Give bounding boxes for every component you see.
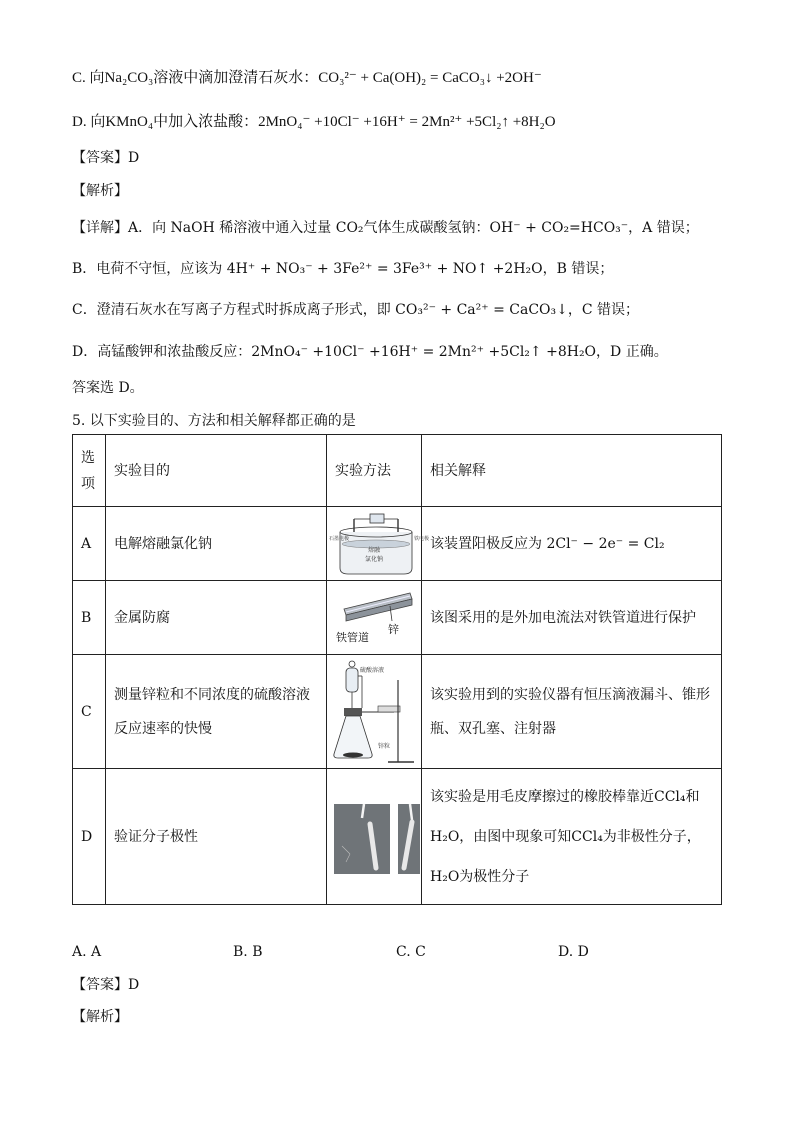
row-aim-line1: 测量锌粒和不同浓度的硫酸溶液 <box>114 686 310 703</box>
label-pipe: 铁管道 <box>336 630 369 644</box>
header-option <box>73 435 106 507</box>
table-header-row <box>73 435 722 507</box>
answer-choices <box>72 944 722 964</box>
footer-answer: 【答案】D <box>72 977 140 993</box>
label-acid: 硫酸溶液 <box>360 666 385 674</box>
header-explain: 相关解释 <box>422 435 722 507</box>
row-explain: 该图采用的是外加电流法对铁管道进行保护 <box>422 581 722 655</box>
table-row <box>73 655 722 769</box>
row-explain: 该装置阳极反应为 2Cl⁻ − 2e⁻ = Cl₂ <box>422 507 722 581</box>
experiment-table <box>72 434 722 905</box>
row-explain-line1: 该实验用到的实验仪器有恒压滴液漏斗、锥形 <box>430 686 710 703</box>
table-row <box>73 769 722 905</box>
question-5: 5. 以下实验目的、方法和相关解释都正确的是 <box>72 413 356 429</box>
option-c-line: C. 向Na₂CO₃溶液中滴加澄清石灰水：CO₃²⁻ + Ca(OH)₂ = CaCO₃↓ +2OH⁻ <box>72 70 542 86</box>
rate-apparatus-diagram <box>327 655 422 769</box>
row-explain-line3: H₂O为极性分子 <box>430 868 530 885</box>
choice-b[interactable]: B. B <box>233 944 263 960</box>
answer-label: 【答案】D <box>72 150 140 166</box>
row-aim <box>106 655 327 769</box>
label-nacl: 氯化钠 <box>365 555 384 563</box>
label-zinc-granule: 锌粒 <box>378 742 391 750</box>
row-explain-line1: 该实验是用毛皮摩擦过的橡胶棒靠近CCl₄和 <box>430 788 700 805</box>
label-graphite: 石墨电极 <box>329 535 350 542</box>
option-d-line: D. 向KMnO₄中加入浓盐酸：2MnO₄⁻ +10Cl⁻ +16H⁺ = 2Mn²⁺ +5Cl₂↑ +8H₂O <box>72 114 556 130</box>
detail-c: C．澄清石灰水在写离子方程式时拆成离子形式，即 CO₃²⁻ + Ca²⁺ = CaCO₃↓，C 错误； <box>72 302 640 318</box>
header-option-line2: 项 <box>81 475 95 492</box>
analysis-label: 【解析】 <box>72 183 128 199</box>
header-method: 实验方法 <box>327 435 422 507</box>
row-option: D <box>73 769 106 905</box>
row-option: C <box>73 655 106 769</box>
choice-d[interactable]: D. D <box>558 944 589 960</box>
choice-a[interactable]: A. A <box>72 944 102 960</box>
row-option: B <box>73 581 106 655</box>
row-aim: 电解熔融氯化钠 <box>106 507 327 581</box>
header-option-line1: 选 <box>81 449 95 466</box>
row-explain-line2: H₂O，由图中现象可知CCl₄为非极性分子， <box>430 828 701 845</box>
row-aim: 验证分子极性 <box>106 769 327 905</box>
conclusion: 答案选 D。 <box>72 380 144 396</box>
detail-a: 【详解】A．向 NaOH 稀溶液中通入过量 CO₂气体生成碳酸氢钠：OH⁻ + CO₂=HCO₃⁻，A 错误； <box>72 220 699 236</box>
row-explain <box>422 769 722 905</box>
electrolysis-diagram <box>327 507 430 581</box>
table-row <box>73 507 722 581</box>
row-explain-line2: 瓶、双孔塞、注射器 <box>430 720 556 737</box>
pipe-diagram <box>327 581 422 655</box>
footer-analysis: 【解析】 <box>72 1009 128 1025</box>
header-aim: 实验目的 <box>106 435 327 507</box>
row-explain <box>422 655 722 769</box>
table-row <box>73 581 722 655</box>
row-aim-line2: 反应速率的快慢 <box>114 720 212 737</box>
label-melt: 熔融 <box>368 546 381 554</box>
label-iron: 铁电极 <box>414 535 430 542</box>
choice-c[interactable]: C. C <box>396 944 426 960</box>
polarity-photo <box>327 769 422 905</box>
label-zinc: 锌 <box>388 622 399 636</box>
row-aim: 金属防腐 <box>106 581 327 655</box>
row-option: A <box>73 507 106 581</box>
detail-d: D．高锰酸钾和浓盐酸反应：2MnO₄⁻ +10Cl⁻ +16H⁺ = 2Mn²⁺ +5Cl₂↑ +8H₂O，D 正确。 <box>72 344 668 360</box>
detail-b: B．电荷不守恒，应该为 4H⁺ + NO₃⁻ + 3Fe²⁺ = 3Fe³⁺ + NO↑ +2H₂O，B 错误； <box>72 261 614 277</box>
